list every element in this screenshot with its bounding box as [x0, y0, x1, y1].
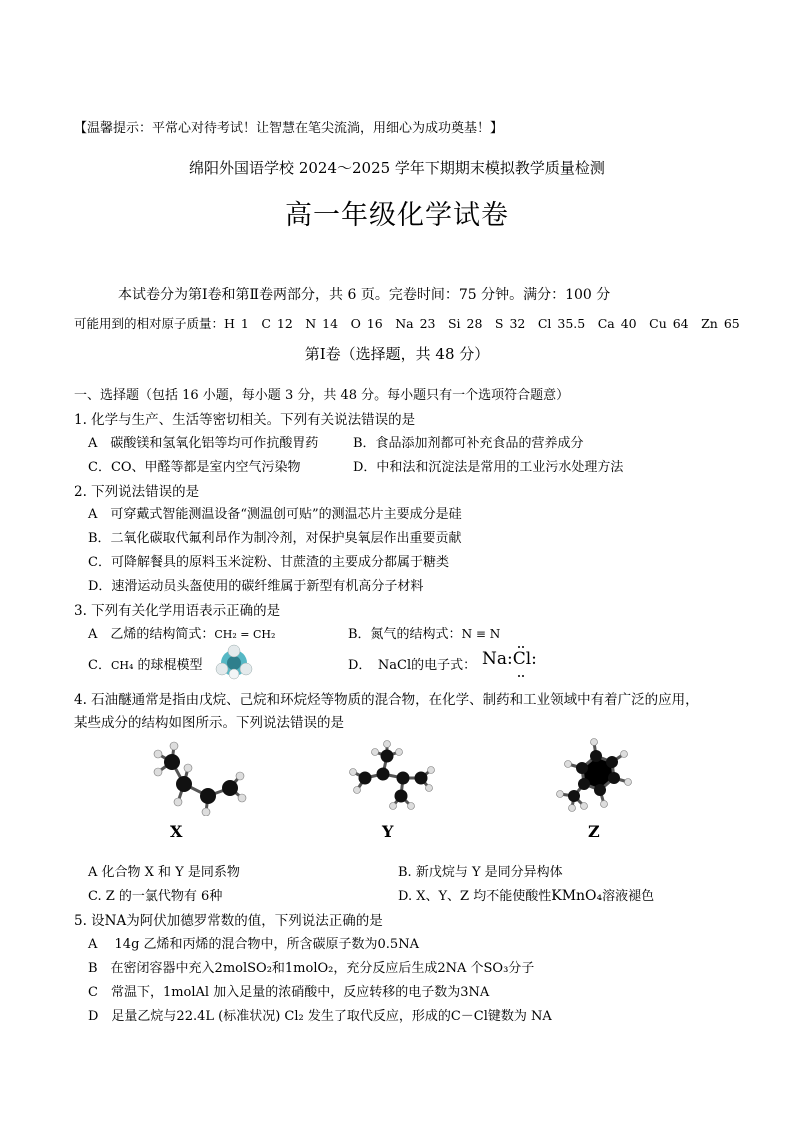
q2-option-c: C．可降解餐具的原料玉米淀粉、甘蔗渣的主要成分都属于糖类	[88, 555, 449, 570]
molecule-x-model	[148, 738, 248, 816]
exam-title: 高一年级化学试卷	[285, 200, 509, 231]
q3-option-c-label: C．	[88, 658, 111, 673]
q5-option-b: B 在密闭容器中充入2molSO₂和1molO₂，充分反应后生成2NA 个SO₃分子	[88, 961, 535, 976]
q4-option-d-text: D. X、Y、Z 均不能使酸性	[398, 889, 552, 904]
q4-option-b: B. 新戊烷与 Y 是同分异构体	[398, 865, 563, 880]
part-heading: 第Ⅰ卷（选择题，共 48 分）	[304, 345, 490, 363]
q1-stem: 1. 化学与生产、生活等密切相关。下列有关说法错误的是	[74, 412, 416, 428]
exam-intro: 本试卷分为第Ⅰ卷和第Ⅱ卷两部分，共 6 页。完卷时间：75 分钟。满分：100 分	[118, 287, 611, 303]
q2-option-d: D．速滑运动员头盔使用的碳纤维属于新型有机高分子材料	[88, 579, 424, 594]
molecule-x-label: X	[170, 822, 183, 841]
q2-option-b: B．二氧化碳取代氟利昂作为制冷剂，对保护臭氧层作出重要贡献	[88, 531, 462, 546]
q4-stem-line1: 4. 石油醚通常是指由戊烷、己烷和环烷烃等物质的混合物，在化学、制药和工业领域中有着广泛的应用，	[74, 692, 699, 708]
methane-formula: CH₄	[110, 659, 134, 672]
q3-stem: 3. 下列有关化学用语表示正确的是	[74, 603, 281, 619]
q1-option-a: A 碳酸镁和氢氧化铝等均可作抗酸胃药	[88, 436, 319, 451]
q3-option-a-text: A 乙烯的结构简式：	[88, 627, 215, 642]
molecule-z-model	[552, 736, 642, 814]
nitrogen-formula: N ≡ N	[461, 627, 501, 641]
q5-option-d: D 足量乙烷与22.4L (标准状况) Cl₂ 发生了取代反应，形成的C－Cl键数为 NA	[88, 1009, 552, 1024]
molecule-y-label: Y	[382, 822, 394, 841]
q3-option-c	[88, 654, 203, 673]
atomic-masses: 可能用到的相对原子质量：H 1 C 12 N 14 O 16 Na 23 Si 28 S 32 Cl 35.5 Ca 40 Cu 64 Zn 65	[74, 316, 740, 331]
q4-option-a: A 化合物 X 和 Y 是同系物	[88, 865, 240, 880]
q3-option-b-text: B．氮气的结构式：	[348, 627, 462, 642]
q3-option-c-text: 的球棍模型	[133, 658, 203, 673]
q3-option-a	[88, 623, 275, 642]
q2-option-a: A 可穿戴式智能测温设备“测温创可贴”的测温芯片主要成分是硅	[88, 507, 462, 522]
q4-option-d-suffix: 溶液褪色	[602, 889, 655, 904]
q5-stem: 5. 设NA为阿伏加德罗常数的值，下列说法正确的是	[74, 913, 383, 929]
section-heading: 一、选择题（包括 16 小题，每小题 3 分，共 48 分。每小题只有一个选项符合题意）	[74, 388, 570, 403]
q1-option-b: B．食品添加剂都可补充食品的营养成分	[353, 436, 584, 451]
q3-option-b	[348, 623, 500, 642]
nacl-electron-formula: Na:Cl:	[482, 649, 537, 669]
exam-subtitle: 绵阳外国语学校 2024～2025 学年下期期末模拟教学质量检测	[189, 159, 605, 177]
q3-option-d	[348, 654, 476, 673]
q5-option-c: C 常温下，1molAl 加入足量的浓硝酸中，反应转移的电子数为3NA	[88, 985, 490, 1000]
ethylene-formula: CH₂ = CH₂	[214, 628, 276, 641]
q2-stem: 2. 下列说法错误的是	[74, 484, 200, 500]
q4-stem-line2: 某些成分的结构如图所示。下列说法错误的是	[74, 715, 344, 731]
electron-dots-icon	[512, 644, 532, 680]
molecule-y-model	[345, 740, 435, 814]
kmno4-formula: KMnO₄	[551, 888, 603, 904]
q1-option-d: D．中和法和沉淀法是常用的工业污水处理方法	[353, 460, 624, 475]
methane-ball-stick-model	[215, 644, 253, 680]
q1-option-c: C．CO、甲醛等都是室内空气污染物	[88, 460, 301, 475]
q3-option-d-text: D． NaCl的电子式：	[348, 658, 477, 673]
q4-option-d	[398, 885, 654, 904]
q4-option-c: C. Z 的一氯代物有 6种	[88, 889, 223, 904]
tip-banner: 【温馨提示：平常心对待考试！让智慧在笔尖流淌，用细心为成功奠基！】	[74, 121, 504, 136]
q5-option-a: A 14g 乙烯和丙烯的混合物中，所含碳原子数为0.5NA	[88, 937, 419, 952]
molecule-z-label: Z	[588, 822, 600, 841]
